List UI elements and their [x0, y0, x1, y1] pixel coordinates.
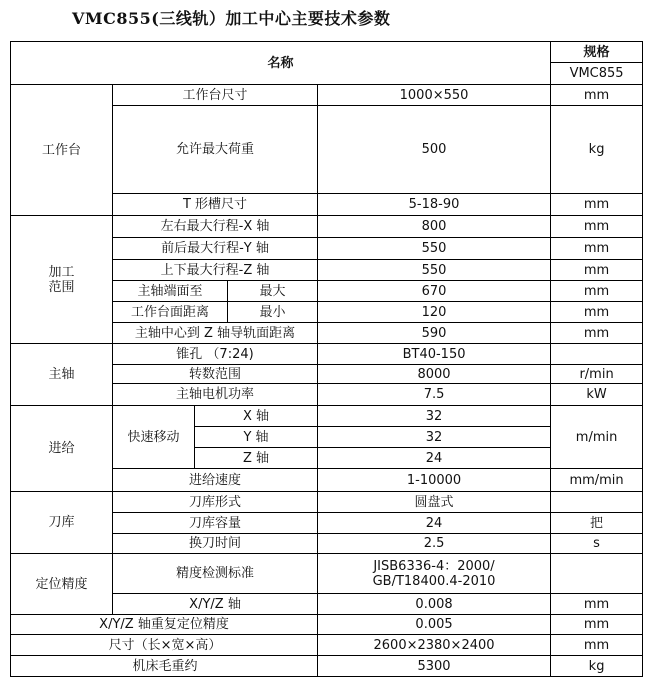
row-unit: m/min: [551, 406, 643, 469]
row-label: 锥孔 （7:24): [113, 344, 318, 365]
row-value: 5-18-90: [318, 194, 551, 216]
row-unit: kW: [551, 384, 643, 406]
row-unit: mm: [551, 238, 643, 260]
row-unit: s: [551, 534, 643, 554]
category-tool-magazine: 刀库: [11, 492, 113, 554]
header-spec: 规格: [551, 42, 643, 63]
row-value: 550: [318, 260, 551, 281]
category-positioning-accuracy: 定位精度: [11, 554, 113, 615]
row-label: 尺寸（长×宽×高）: [11, 635, 318, 656]
row-unit: r/min: [551, 365, 643, 384]
standard-line-1: JISB6336-4：2000/: [373, 558, 495, 574]
row-label: 主轴中心到 Z 轴导轨面距离: [113, 323, 318, 344]
row-value: 8000: [318, 365, 551, 384]
row-unit: [551, 554, 643, 594]
row-unit: kg: [551, 106, 643, 194]
row-label: 最大: [228, 281, 318, 302]
row-label: 主轴电机功率: [113, 384, 318, 406]
row-value: 2600×2380×2400: [318, 635, 551, 656]
row-unit: mm: [551, 302, 643, 323]
row-label: 刀库形式: [113, 492, 318, 513]
row-value: 550: [318, 238, 551, 260]
row-value: 1000×550: [318, 85, 551, 106]
row-value: 32: [318, 406, 551, 427]
row-label: 进给速度: [113, 469, 318, 492]
row-value: 500: [318, 106, 551, 194]
row-value: 24: [318, 448, 551, 469]
row-unit: mm: [551, 260, 643, 281]
row-label: X/Y/Z 轴重复定位精度: [11, 615, 318, 635]
row-value: [318, 554, 551, 594]
row-value: 1-10000: [318, 469, 551, 492]
category-spindle: 主轴: [11, 344, 113, 406]
row-unit: mm: [551, 615, 643, 635]
row-unit: mm: [551, 281, 643, 302]
row-unit: mm: [551, 216, 643, 238]
sub-label-rapid: 快速移动: [113, 406, 195, 469]
sub-label-table-distance: 工作台面距离: [113, 302, 228, 323]
row-label: 最小: [228, 302, 318, 323]
row-label: 前后最大行程-Y 轴: [113, 238, 318, 260]
row-value: 800: [318, 216, 551, 238]
spec-table: [10, 41, 643, 677]
row-unit: mm/min: [551, 469, 643, 492]
row-unit: [551, 344, 643, 365]
row-unit: mm: [551, 594, 643, 615]
row-label: X 轴: [195, 406, 318, 427]
row-unit: mm: [551, 194, 643, 216]
row-unit: mm: [551, 635, 643, 656]
row-label: X/Y/Z 轴: [113, 594, 318, 615]
row-unit: kg: [551, 656, 643, 677]
sub-label-spindle-face: 主轴端面至: [113, 281, 228, 302]
row-value: 2.5: [318, 534, 551, 554]
row-value: 24: [318, 513, 551, 534]
row-label: 上下最大行程-Z 轴: [113, 260, 318, 281]
row-label: 换刀时间: [113, 534, 318, 554]
row-value: 0.008: [318, 594, 551, 615]
row-label: 机床毛重约: [11, 656, 318, 677]
category-worktable: 工作台: [11, 85, 113, 216]
row-label: 刀库容量: [113, 513, 318, 534]
row-label: 精度检测标准: [113, 554, 318, 594]
row-label: 允许最大荷重: [113, 106, 318, 194]
row-value: 120: [318, 302, 551, 323]
row-value: 5300: [318, 656, 551, 677]
row-value: 670: [318, 281, 551, 302]
row-label: 左右最大行程-X 轴: [113, 216, 318, 238]
row-value: 0.005: [318, 615, 551, 635]
row-unit: mm: [551, 85, 643, 106]
row-unit: mm: [551, 323, 643, 344]
document-title: VMC855(三线轨）加工中心主要技术参数: [72, 9, 391, 28]
header-name: 名称: [11, 42, 551, 85]
row-label: Y 轴: [195, 427, 318, 448]
category-machining-range: 加工 范围: [11, 216, 113, 344]
row-value: BT40-150: [318, 344, 551, 365]
row-value: 圆盘式: [318, 492, 551, 513]
row-label: T 形槽尺寸: [113, 194, 318, 216]
model-value: VMC855: [551, 63, 643, 85]
category-feed: 进给: [11, 406, 113, 492]
row-label: 转数范围: [113, 365, 318, 384]
row-label: 工作台尺寸: [113, 85, 318, 106]
row-unit: 把: [551, 513, 643, 534]
row-unit: [551, 492, 643, 513]
row-value: 7.5: [318, 384, 551, 406]
row-value: 590: [318, 323, 551, 344]
standard-line-2: GB/T18400.4-2010: [372, 573, 496, 589]
row-value: 32: [318, 427, 551, 448]
row-label: Z 轴: [195, 448, 318, 469]
